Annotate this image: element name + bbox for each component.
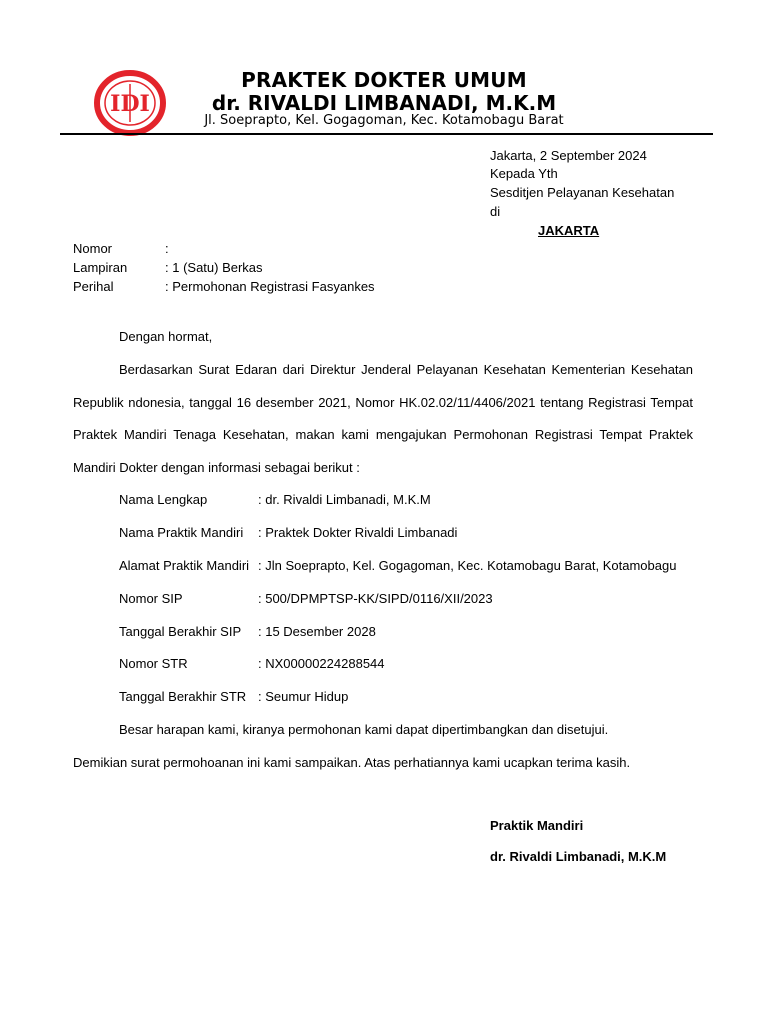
info-value: : Seumur Hidup — [258, 689, 349, 704]
info-label: Tanggal Berakhir SIP — [119, 624, 242, 639]
info-label: Nama Lengkap — [119, 492, 208, 507]
signature-name: dr. Rivaldi Limbanadi, M.K.M — [490, 849, 667, 864]
closing-hope: Besar harapan kami, kiranya permohonan kami dapat dipertimbangkan dan disetujui. — [119, 722, 609, 737]
letter-date: Jakarta, 2 September 2024 — [490, 148, 647, 163]
info-value: : 15 Desember 2028 — [258, 624, 376, 639]
greeting: Dengan hormat, — [119, 329, 213, 344]
info-label: Nomor SIP — [119, 591, 183, 606]
meta-value: : 1 (Satu) Berkas — [165, 260, 263, 275]
letterhead-doctor: dr. RIVALDI LIMBANADI, M.K.M — [211, 91, 557, 115]
recipient-city: JAKARTA — [538, 223, 600, 238]
info-label: Alamat Praktik Mandiri — [119, 558, 250, 573]
meta-label: Lampiran — [73, 260, 128, 275]
info-value: : 500/DPMPTSP-KK/SIPD/0116/XII/2023 — [258, 591, 493, 606]
letterhead-title: PRAKTEK DOKTER UMUM — [241, 68, 527, 92]
info-label: Nomor STR — [119, 656, 188, 671]
recipient-name: Sesditjen Pelayanan Kesehatan — [490, 185, 675, 200]
meta-label: Perihal — [73, 279, 114, 294]
meta-value: : Permohonan Registrasi Fasyankes — [165, 279, 375, 294]
svg-text:IDI: IDI — [110, 91, 150, 117]
body-line: Praktek Mandiri Tenaga Kesehatan, makan kami mengajukan Permohonan Registrasi Tempat Praktek — [73, 427, 693, 442]
body-line: Republik ndonesia, tanggal 16 desember 2021, Nomor HK.02.02/11/4406/2021 tentang Registrasi Tempat — [73, 395, 693, 410]
body-line: Mandiri Dokter dengan informasi sebagai berikut : — [73, 460, 360, 475]
recipient-to: Kepada Yth — [490, 166, 558, 181]
letterhead-address: Jl. Soeprapto, Kel. Gogagoman, Kec. Kotamobagu Barat — [204, 113, 564, 128]
info-value: : Jln Soeprapto, Kel. Gogagoman, Kec. Kotamobagu Barat, Kotamobagu — [258, 558, 677, 573]
info-value: : NX00000224288544 — [258, 656, 385, 671]
meta-value: : — [165, 241, 169, 256]
closing-thanks: Demikian surat permohoanan ini kami sampaikan. Atas perhatiannya kami ucapkan terima kasih. — [73, 755, 631, 770]
body-line: Berdasarkan Surat Edaran dari Direktur Jenderal Pelayanan Kesehatan Kementerian Kesehatan — [119, 362, 693, 377]
info-label: Tanggal Berakhir STR — [119, 689, 247, 704]
info-value: : Praktek Dokter Rivaldi Limbanadi — [258, 525, 458, 540]
recipient-at: di — [490, 204, 501, 219]
meta-label: Nomor — [73, 241, 113, 256]
signature-role: Praktik Mandiri — [490, 818, 584, 833]
info-value: : dr. Rivaldi Limbanadi, M.K.M — [258, 492, 431, 507]
letterhead-divider — [60, 133, 713, 135]
info-label: Nama Praktik Mandiri — [119, 525, 244, 540]
